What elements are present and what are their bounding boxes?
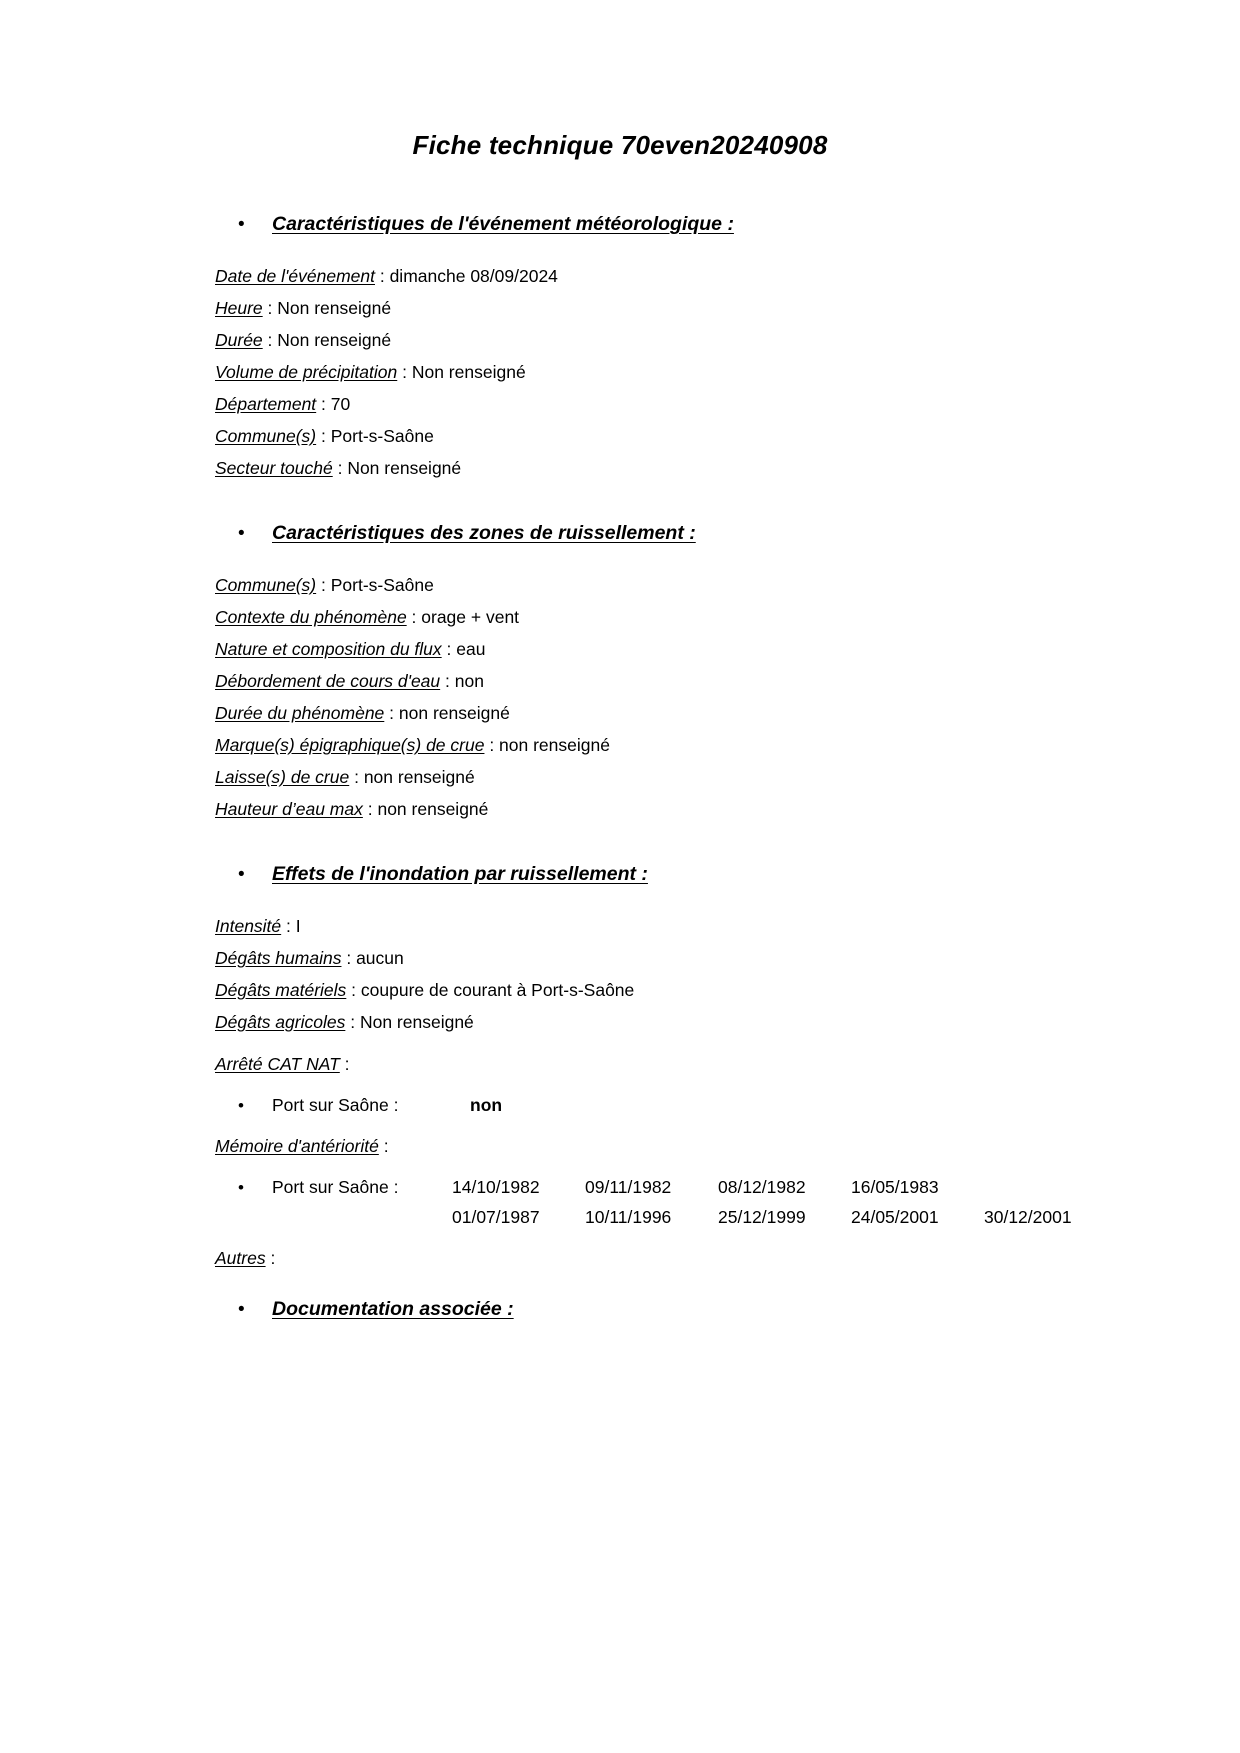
bullet-icon: • <box>238 214 245 235</box>
field-value: eau <box>456 639 486 659</box>
field-label: Mémoire d'antériorité <box>215 1136 379 1156</box>
date-cell: 09/11/1982 <box>585 1177 672 1197</box>
field-value: I <box>295 916 301 936</box>
field-value: non renseigné <box>377 799 489 819</box>
field-row <box>215 420 1240 452</box>
field-sep: : <box>384 703 399 723</box>
field-label: Volume de précipitation <box>215 362 398 382</box>
field-value: Port-s-Saône <box>330 575 434 595</box>
field-sep: : <box>406 607 422 627</box>
field-row <box>215 324 1240 356</box>
field-value: Non renseigné <box>347 458 462 478</box>
field-sep: : <box>316 426 331 446</box>
section-heading-effets <box>0 863 1240 886</box>
field-value: Non renseigné <box>359 1012 474 1032</box>
field-row <box>215 974 1240 1006</box>
field-value: dimanche 08/09/2024 <box>389 266 558 286</box>
field-value: coupure de courant à Port-s-Saône <box>360 980 635 1000</box>
field-sep: : <box>332 458 348 478</box>
section-title: Caractéristiques de l'événement météorologique : <box>272 213 734 235</box>
field-sep: : <box>346 980 361 1000</box>
field-sep: : <box>397 362 412 382</box>
list-item-memoire-dates <box>0 1172 1240 1232</box>
field-label: Durée <box>215 330 263 350</box>
field-value: non renseigné <box>398 703 510 723</box>
field-sep: : <box>441 639 457 659</box>
field-label: Commune(s) <box>215 575 317 595</box>
field-label: Hauteur d’eau max <box>215 799 363 819</box>
dates-row <box>272 1202 1117 1232</box>
field-value: non <box>454 671 484 691</box>
date-cell: 01/07/1987 <box>452 1207 540 1227</box>
field-label: Date de l'événement <box>215 266 375 286</box>
field-row <box>215 1006 1240 1038</box>
field-sep: : <box>378 1136 389 1156</box>
field-row <box>215 729 1240 761</box>
page-title: Fiche technique 70even20240908 <box>412 130 828 160</box>
field-value: non renseigné <box>363 767 475 787</box>
field-block-effets <box>0 910 1240 1080</box>
field-value: Port-s-Saône <box>330 426 434 446</box>
field-sep: : <box>341 948 357 968</box>
bullet-icon: • <box>238 864 245 885</box>
field-sep: : <box>316 575 331 595</box>
field-value: Non renseigné <box>411 362 526 382</box>
field-row <box>215 388 1240 420</box>
field-label: Dégâts humains <box>215 948 342 968</box>
field-row <box>215 910 1240 942</box>
section-heading-zones <box>0 522 1240 545</box>
field-sep: : <box>345 1012 360 1032</box>
field-sep: : <box>265 1248 276 1268</box>
field-value: orage + vent <box>421 607 520 627</box>
field-sep: : <box>339 1054 350 1074</box>
field-sep: : <box>281 916 296 936</box>
list-item-catnat-commune <box>0 1090 1240 1120</box>
field-row <box>215 942 1240 974</box>
field-label: Contexte du phénomène <box>215 607 407 627</box>
field-block-memoire <box>0 1130 1240 1162</box>
field-row <box>215 569 1240 601</box>
field-row <box>215 633 1240 665</box>
date-cell: 24/05/2001 <box>851 1207 939 1227</box>
field-value: Non renseigné <box>277 298 392 318</box>
field-block-meteo <box>0 260 1240 484</box>
field-value: 70 <box>330 394 351 414</box>
field-row <box>215 601 1240 633</box>
field-value: Non renseigné <box>277 330 392 350</box>
commune-label: Port sur Saône : <box>272 1177 399 1197</box>
field-row <box>215 292 1240 324</box>
field-row <box>215 697 1240 729</box>
field-label: Débordement de cours d'eau <box>215 671 441 691</box>
date-cell: 14/10/1982 <box>452 1177 540 1197</box>
section-title: Caractéristiques des zones de ruissellement : <box>272 522 696 544</box>
bullet-icon: • <box>238 1096 244 1115</box>
date-cell: 10/11/1996 <box>585 1207 672 1227</box>
field-label: Nature et composition du flux <box>215 639 442 659</box>
bullet-icon: • <box>238 1299 245 1320</box>
field-label: Commune(s) <box>215 426 317 446</box>
field-row-autres <box>215 1242 1240 1274</box>
field-row <box>215 356 1240 388</box>
field-label: Heure <box>215 298 263 318</box>
field-sep: : <box>362 799 378 819</box>
field-sep: : <box>316 394 331 414</box>
date-cell: 08/12/1982 <box>718 1177 806 1197</box>
field-label: Secteur touché <box>215 458 333 478</box>
field-label: Intensité <box>215 916 282 936</box>
field-row <box>215 452 1240 484</box>
commune-label: Port sur Saône : <box>272 1095 399 1115</box>
field-sep: : <box>440 671 455 691</box>
field-sep: : <box>262 330 278 350</box>
field-row <box>215 793 1240 825</box>
field-label: Durée du phénomène <box>215 703 385 723</box>
date-cell: 30/12/2001 <box>984 1207 1072 1227</box>
bullet-icon: • <box>238 523 245 544</box>
field-value: aucun <box>356 948 404 968</box>
section-heading-meteo <box>0 213 1240 236</box>
field-row-memoire <box>215 1130 1240 1162</box>
field-block-autres <box>0 1242 1240 1274</box>
bullet-icon: • <box>238 1178 244 1197</box>
field-sep: : <box>374 266 390 286</box>
field-row <box>215 761 1240 793</box>
field-block-zones <box>0 569 1240 825</box>
field-sep: : <box>349 767 364 787</box>
field-label: Dégâts agricoles <box>215 1012 346 1032</box>
date-cell: 16/05/1983 <box>851 1177 939 1197</box>
section-title: Documentation associée : <box>272 1298 514 1320</box>
field-sep: : <box>484 735 500 755</box>
field-label: Arrêté CAT NAT <box>215 1054 340 1074</box>
field-value: non renseigné <box>499 735 610 755</box>
field-label: Marque(s) épigraphique(s) de crue <box>215 735 485 755</box>
dates-row <box>272 1172 1117 1202</box>
field-row <box>215 260 1240 292</box>
date-cell: 25/12/1999 <box>718 1207 806 1227</box>
field-label: Dégâts matériels <box>215 980 347 1000</box>
section-title: Effets de l'inondation par ruissellement : <box>272 863 648 885</box>
catnat-value: non <box>470 1095 503 1115</box>
field-label: Autres <box>215 1248 266 1268</box>
field-label: Laisse(s) de crue <box>215 767 350 787</box>
field-label: Département <box>215 394 317 414</box>
dates-grid <box>272 1172 1117 1232</box>
field-row <box>215 665 1240 697</box>
field-row-catnat <box>215 1048 1240 1080</box>
field-sep: : <box>262 298 278 318</box>
section-heading-documentation <box>0 1298 1240 1321</box>
